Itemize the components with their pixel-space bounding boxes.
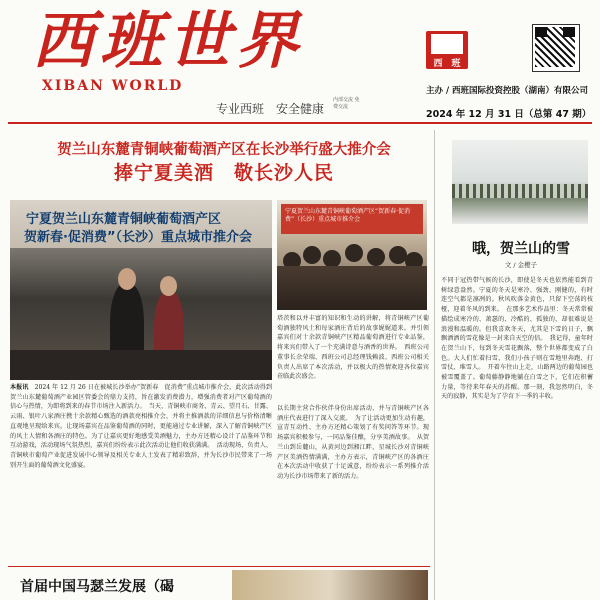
masthead-title: 西班世界 <box>32 4 305 77</box>
publisher-info: 主办 / 西班国际投资控股（湖南）有限公司 <box>426 86 589 96</box>
lead-article-headline: 贺兰山东麓青铜峡葡萄酒产区在长沙举行盛大推介会 <box>57 141 391 158</box>
snow-vineyard-photo <box>452 140 588 224</box>
masthead-subtitle: XIBAN WORLD <box>42 78 184 94</box>
section-divider <box>8 566 430 567</box>
article-text-right: 以长期主营合作伙伴身份出席活动，并与青铜峡产区各酒庄代表进行了深入交流。 为了让活动更加生动有趣，宣青互动性、主办方还精心策划了有奖问答等环节。现场嘉宾积极参与，一同品鉴佳酿，分享美酒故事。 从贺兰山到岳麓山，从黄河边到湘江畔，星城长沙对青铜峡产区美酒热情满满，主办方表示，青铜峡产区的各酒庄在本次活动中收获了十足诚意，纷纷表示一系列推介活动为长沙市场带来了新的活力。 <box>277 405 429 480</box>
article-text-mid: 塔茨和以并丰富的知识和生动的讲解，将青铜峡产区葡萄酒独特风土和每家酒庄背后的故事娓娓道来。并引领嘉宾们对十余款青铜峡产区精品葡萄酒进行专业品鉴，将来宾们带入了一个充满诗意与酒香的世界。 西班公司董事长余荣瑞、西班公司总经理钱赖波、西班公司相关负责人出席了本次活动，并以极大的热情欢迎各位嘉宾莅临此次盛会。 <box>277 315 429 381</box>
lead-article-subheadline: 捧宁夏美酒 敬长沙人民 <box>113 162 334 184</box>
article-text-left <box>10 383 272 559</box>
logo-emblem-icon <box>431 34 463 54</box>
essay-text: 不同于冠热带气候的长沙，即使是冬天也依然能看到青树绿意盎然。宁夏的冬天是寒冷、强劲、刚健的，有时连空气都是凛冽的。秋风吹落金黄色，只留下空荡的枝桠，迎着冬风的到来。 在那多艺术作品里：冬天常常被描绘成寒冷的、萧瑟的、冷酷的、孤独的，却很难说是浪漫和温暖的。但我喜欢冬天，尤其是下雪的日子，飘飘洒洒的雪花像是一封来自天空的信。 我记得，童年时在贺兰山下，每到冬天雪花飘落，整个世界都变成了白色。大人们忙着扫雪，我们小孩子则在雪地里奔跑、打雪仗、堆雪人。 开着车往山上走，山路两边的葡萄园也被雪覆盖了。葡萄藤静静地躺在白雪之下，它们在积蓄力量，等待来年春天的苏醒。那一刻，我忽然明白，冬天的寂静，其实是为了孕育下一季的丰收。 <box>441 277 593 401</box>
audience-banner-text: 宁夏贺兰山东麓青铜峡葡萄酒产区“贺新春·促消费”（长沙）重点城市推介会 <box>285 208 411 223</box>
event-photo-main <box>10 200 272 380</box>
article-lead: 本报讯 <box>10 384 29 391</box>
essay-title: 哦，贺兰山的雪 <box>472 241 570 257</box>
masthead-slogan: 专业西班 安全健康 <box>216 102 325 116</box>
qr-code-pattern <box>535 27 575 67</box>
stage-floor <box>10 350 272 380</box>
secondary-photo <box>232 570 428 600</box>
secondary-headline: 首届中国马瑟兰发展（碣 <box>20 579 174 595</box>
speaker-head <box>118 268 136 290</box>
article-text-left-body: 2024 年 12 月 26 日在被城长沙举办“贺新春 促消费”重点城市推介会，此次活动得到贺兰山东麓葡萄酒产业园区管委会的鼎力支持，旨在激发消费潜力，增强消费者对产区葡萄酒的信心与热情，为即将到来的春节市场注入新活力。 当天，青铜峡市商务、青云、望月石、甘露、云雨、银叶八家酒庄携十余款精心甄选的酒款亮相推介会，并将主推酒款的详细信息与价格清晰直观地呈现给来宾。让现场嘉宾在品鉴葡萄酒的同时，更能通过专业讲解，深入了解青铜峡产区的风土人情和各酒庄的特色。为了让嘉宾更好地感受美酒魅力，主办方还精心设计了品鉴环节和互动游戏，活动现场气氛热烈，嘉宾们纷纷表示此次活动让他们收获满满。 活动现场，负责人、青铜峡市葡萄产业促进发展中心领导及相关专业人士发表了精彩致辞，并为长沙市民带来了一场别开生面的葡萄酒文化盛宴。 <box>10 384 272 469</box>
event-banner-line2: 贺新春·促消费”（长沙）重点城市推介会 <box>24 230 252 245</box>
column-divider <box>434 130 435 600</box>
masthead-slogan-small: 内部交流 免费交流 <box>333 97 360 110</box>
logo-text: 西 班 <box>433 59 461 69</box>
issue-date: 2024 年 12 月 31 日（总第 47 期） <box>426 109 592 120</box>
vine-rows <box>452 184 588 198</box>
essay-byline: 文 / 金樱子 <box>504 261 538 269</box>
event-banner-line1: 宁夏贺兰山东麓青铜峡葡萄酒产区 <box>26 212 222 227</box>
event-photo-audience <box>277 200 427 310</box>
host-head <box>160 276 177 296</box>
audience-crowd <box>277 266 427 310</box>
masthead-divider <box>8 122 592 124</box>
